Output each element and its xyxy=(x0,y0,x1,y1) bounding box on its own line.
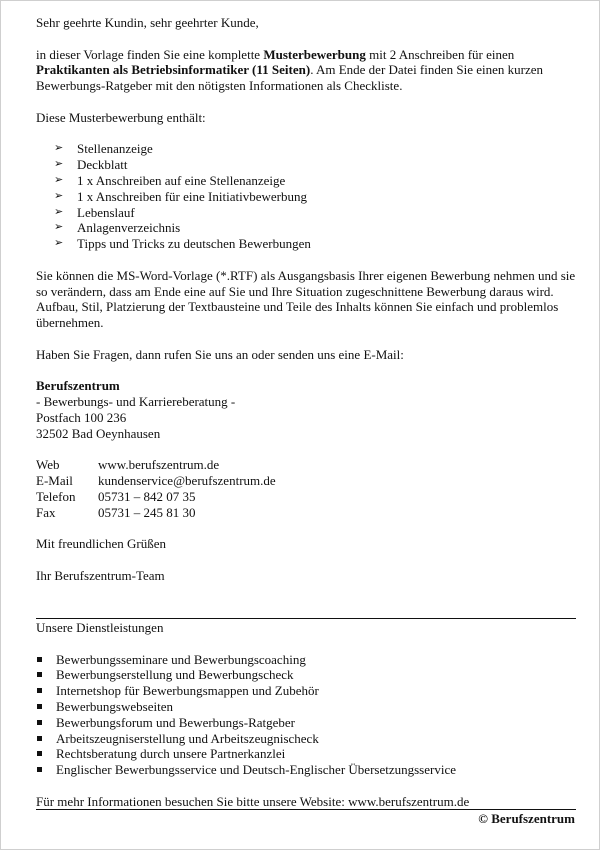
salutation: Sehr geehrte Kundin, sehr geehrter Kunde, xyxy=(36,15,259,30)
services-heading: Unsere Dienstleistungen xyxy=(36,620,164,635)
intro-bold-1: Musterbewerbung xyxy=(263,46,366,62)
list-item xyxy=(36,746,576,762)
usage-paragraph: Sie können die MS-Word-Vorlage (*.RTF) als Ausgangsbasis Ihrer eigenen Bewerbung nehmen und sie so verändern, dass am Ende eine auf Sie und Ihre Situation zugeschnittene Bewerbung daraus wird. Aufbau, Stil, Platzierung der Textbausteine und Teile des Inhalts können Sie einfach und problemlos übernehmen. xyxy=(36,267,576,331)
list-item xyxy=(36,683,576,699)
arrow-bullet-icon: ➢ xyxy=(54,237,64,250)
square-bullet-icon xyxy=(37,720,42,725)
list-item-text: 1 x Anschreiben für eine Initiativbewerbung xyxy=(77,188,307,204)
list-item-text: Internetshop für Bewerbungsmappen und Zubehör xyxy=(56,683,319,699)
contents-heading: Diese Musterbewerbung enthält: xyxy=(36,109,206,125)
list-item-text: Anlagenverzeichnis xyxy=(77,220,181,236)
website-line[interactable]: Für mehr Informationen besuchen Sie bitte unsere Website: www.berufszentrum.de xyxy=(36,793,470,809)
list-item-text: Bewerbungserstellung und Bewerbungscheck xyxy=(56,667,294,683)
square-bullet-icon xyxy=(37,688,42,693)
arrow-bullet-icon: ➢ xyxy=(54,173,64,186)
list-item-text: Bewerbungsforum und Bewerbungs-Ratgeber xyxy=(56,714,295,730)
intro-text-3: . Am Ende der Datei finden Sie einen kurzen Bewerbungs-Ratgeber mit den nötigsten Informationen als Checkliste. xyxy=(36,62,544,94)
contact-label: Telefon xyxy=(36,488,76,504)
intro-paragraph xyxy=(36,47,576,94)
contact-web xyxy=(36,457,576,473)
list-item-text: Tipps und Tricks zu deutschen Bewerbungen xyxy=(77,236,311,252)
contact-label: E-Mail xyxy=(36,473,73,489)
city: 32502 Bad Oeynhausen xyxy=(36,425,161,441)
list-item xyxy=(36,652,576,668)
signature: Ihr Berufszentrum-Team xyxy=(36,567,165,583)
list-item xyxy=(36,715,576,731)
list-item xyxy=(54,173,576,189)
square-bullet-icon xyxy=(37,736,42,741)
square-bullet-icon xyxy=(37,704,42,709)
list-item xyxy=(54,157,576,173)
square-bullet-icon xyxy=(37,672,42,677)
square-bullet-icon xyxy=(37,751,42,756)
list-item-text: Lebenslauf xyxy=(77,204,135,220)
list-item xyxy=(36,731,576,747)
section-divider xyxy=(36,618,576,619)
closing: Mit freundlichen Grüßen xyxy=(36,536,166,552)
arrow-bullet-icon: ➢ xyxy=(54,142,64,155)
list-item-text: Rechtsberatung durch unsere Partnerkanzlei xyxy=(56,746,286,762)
intro-bold-2: Praktikanten als Betriebsinformatiker (11 Seiten) xyxy=(36,62,311,78)
company-tagline: - Bewerbungs- und Karriereberatung - xyxy=(36,394,236,410)
footer-divider xyxy=(36,809,576,810)
arrow-bullet-icon: ➢ xyxy=(54,205,64,218)
square-bullet-icon xyxy=(37,657,42,662)
copyright-text: © Berufszentrum xyxy=(478,811,575,826)
questions-line: Haben Sie Fragen, dann rufen Sie uns an oder senden uns eine E-Mail: xyxy=(36,346,404,362)
square-bullet-icon xyxy=(37,767,42,772)
list-item xyxy=(36,762,576,778)
contact-phone xyxy=(36,489,576,505)
contact-value-link[interactable]: kundenservice@berufszentrum.de xyxy=(98,473,276,489)
list-item xyxy=(54,236,576,252)
contact-value: 05731 – 245 81 30 xyxy=(98,504,196,520)
list-item-text: Bewerbungswebseiten xyxy=(56,698,173,714)
contact-email xyxy=(36,473,576,489)
contact-label: Web xyxy=(36,457,60,473)
arrow-bullet-icon: ➢ xyxy=(54,189,64,202)
list-item xyxy=(36,667,576,683)
contents-list xyxy=(36,141,576,252)
list-item-text: Bewerbungsseminare und Bewerbungscoaching xyxy=(56,651,306,667)
contact-label: Fax xyxy=(36,504,56,520)
po-box: Postfach 100 236 xyxy=(36,409,127,425)
company-name xyxy=(36,378,576,394)
list-item-text: 1 x Anschreiben auf eine Stellenanzeige xyxy=(77,172,286,188)
list-item xyxy=(54,205,576,221)
list-item-text: Arbeitszeugniserstellung und Arbeitszeugnischeck xyxy=(56,730,319,746)
list-item xyxy=(36,699,576,715)
arrow-bullet-icon: ➢ xyxy=(54,221,64,234)
contact-value: 05731 – 842 07 35 xyxy=(98,488,196,504)
letter-body xyxy=(36,15,576,584)
company-name-text: Berufszentrum xyxy=(36,378,120,394)
services-list xyxy=(36,652,576,778)
contact-value-link[interactable]: www.berufszentrum.de xyxy=(98,457,220,473)
intro-text-2: mit 2 Anschreiben für einen xyxy=(365,46,515,62)
services-section xyxy=(36,620,576,810)
list-item-text: Deckblatt xyxy=(77,157,128,173)
contact-fax xyxy=(36,505,576,521)
list-item-text: Stellenanzeige xyxy=(77,141,153,157)
intro-text-1: in dieser Vorlage finden Sie eine komplette xyxy=(36,46,264,62)
arrow-bullet-icon: ➢ xyxy=(54,158,64,171)
list-item xyxy=(54,189,576,205)
list-item xyxy=(54,141,576,157)
list-item xyxy=(54,220,576,236)
list-item-text: Englischer Bewerbungsservice und Deutsch-Englischer Übersetzungsservice xyxy=(56,762,456,778)
